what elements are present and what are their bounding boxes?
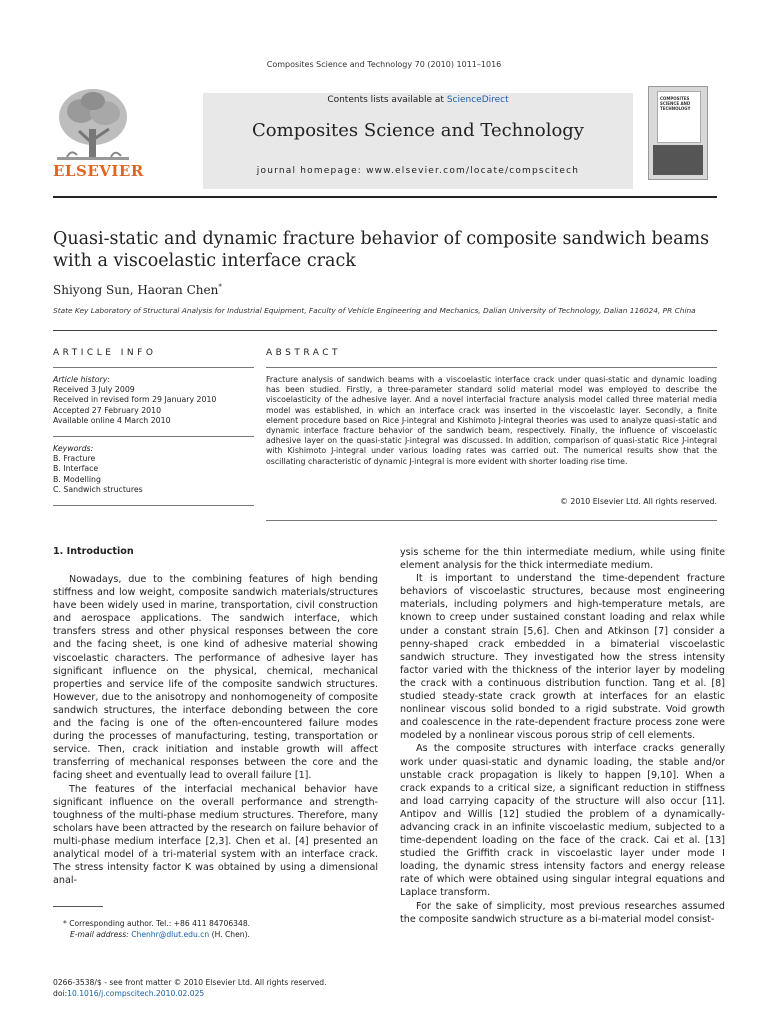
footnote-rule	[53, 906, 103, 907]
body-column-left	[53, 573, 378, 887]
title-rule	[53, 330, 717, 331]
corresponding-author-note	[53, 918, 378, 929]
corresponding-text: Corresponding author. Tel.: +86 411 84706348.	[69, 919, 251, 928]
doi-link[interactable]: 10.1016/j.compscitech.2010.02.025	[67, 989, 205, 998]
history-item: Received in revised form 29 January 2010	[53, 395, 217, 405]
corresponding-mark[interactable]: *	[218, 283, 222, 291]
footnote	[53, 918, 378, 940]
cover-photo	[653, 145, 703, 175]
info-rule	[53, 367, 254, 368]
email-owner: (H. Chen).	[209, 930, 250, 939]
cover-title: COMPOSITES SCIENCE AND TECHNOLOGY	[660, 96, 691, 111]
history-label: Article history:	[53, 375, 110, 384]
body-paragraph: ysis scheme for the thin intermediate medium, while using finite element analysis for the thick intermediate medium.	[400, 547, 725, 572]
elsevier-logo[interactable]	[53, 83, 144, 183]
body-paragraph: Nowadays, due to the combining features of high bending stiffness and low weight, composite sandwich materials/structures have been widely used in marine, transportation, civil construction and aerospace applications. The sandwich interface, which transfers stress and other physical responses between the core and the facing sheet, is one kind of adhesive material showing viscoelastic characters. The performance of adhesive layer has significant influence on the physical, chemical, mechanical properties and service life of the composite sandwich structures. However, due to the anisotropy and nonhomogeneity of composite sandwich structures, the interface debonding between the core and the facing is one of the often-encountered failure modes during the processes of manufacturing, testing, transportation or service. Then, crack initiation and instable growth will affect transferring of mechanical responses between the core and the facing sheet and eventually lead to overall failure [1].	[53, 574, 378, 782]
abstract-heading: ABSTRACT	[266, 348, 342, 358]
publisher-name: ELSEVIER	[53, 162, 144, 180]
doi-prefix: doi:	[53, 989, 68, 998]
email-label: E-mail address:	[70, 930, 132, 939]
keyword-item: B. Interface	[53, 464, 99, 474]
sciencedirect-link[interactable]: ScienceDirect	[446, 95, 509, 105]
body-paragraph: It is important to understand the time-dependent fracture behaviors of viscoelastic structures, because most engineering materials, including polymers and high-temperature metals, are known to creep under sustained constant loading and relax while under a constant strain [5,6]. Chen and Atkinson [7] consider a penny-shaped crack embedded in a bimaterial viscoelastic sandwich structure. They investigated how the stress intensity factor varied with the thickness of the interior layer by modeling the crack with a continuous distribution function. Tang et al. [8] studied steady-state crack growth at interfaces for an elastic nonlinear viscous solid bonded to a rigid substrate. Void growth and coalescence in the rate-dependent fracture process zone were modeled by a nonlinear viscous porous strip of cell elements.	[400, 573, 725, 742]
history-item: Received 3 July 2009	[53, 385, 135, 395]
article-history	[53, 375, 254, 426]
keywords	[53, 444, 254, 495]
introduction-heading: 1. Introduction	[53, 546, 134, 557]
page-footer	[53, 977, 378, 999]
info-rule	[53, 505, 254, 506]
body-paragraph: As the composite structures with interface cracks generally work under quasi-static and dynamic loading, the stable and/or unstable crack propagation is likely to happen [9,10]. When a crack expands to a critical size, a significant reduction in stiffness and load carrying capacity of the structure will also occur [11]. Antipov and Willis [12] studied the problem of a dynamically-advancing crack in an infinite viscoelastic medium, subjected to a time-dependent loading on the face of the crack. Cai et al. [13] studied the Griffith crack in viscoelastic layer under mode I loading, the dynamic stress intensity factors and energy release rate of which were obtained using singular integral equations and Laplace transform.	[400, 743, 725, 899]
abstract-copyright: © 2010 Elsevier Ltd. All rights reserved.	[560, 497, 717, 506]
author-line	[53, 283, 222, 297]
abstract-text: Fracture analysis of sandwich beams with a viscoelastic interface crack under quasi-static and dynamic loading has been studied. Firstly, a three-parameter standard solid material model was employed to describe the viscoelasticity of the adhesive layer. And a novel interfacial fracture analysis model called three material media model was established, in which an interface crack was inserted in the viscoelastic layer. Secondly, a finite element procedure based on Rice J-integral and Kishimoto J-integral theories was used to analyze quasi-static and dynamic interface fracture behavior of the sandwich beam, respectively. Finally, the influence of viscoelastic adhesive layer on the quasi-static J-integral was discussed. In addition, comparison of quasi-static Rice J-integral with Kishimoto J-integral under various loading rates was carried out. The numerical results show that the oscillating characteristic of dynamic J-integral is more evident with shorter loading rise time.	[266, 375, 717, 466]
contents-prefix: Contents lists available at	[327, 95, 447, 105]
email-link[interactable]: Chenhr@dlut.edu.cn	[131, 930, 210, 939]
cover-panel	[657, 91, 701, 143]
keyword-item: B. Modelling	[53, 474, 101, 484]
footnote-mark: *	[63, 919, 67, 928]
keyword-item: B. Fracture	[53, 454, 96, 464]
header-rule	[53, 196, 717, 198]
abstract-rule	[266, 367, 717, 368]
abstract-rule	[266, 520, 717, 521]
journal-homepage[interactable]: journal homepage: www.elsevier.com/locate/compscitech	[256, 166, 580, 176]
history-item: Available online 4 March 2010	[53, 415, 171, 425]
email-note	[53, 929, 378, 940]
journal-citation: Composites Science and Technology 70 (2010) 1011–1016	[266, 60, 502, 69]
article-info-heading: ARTICLE INFO	[53, 348, 157, 358]
journal-name: Composites Science and Technology	[252, 120, 584, 141]
body-paragraph: For the sake of simplicity, most previous researches assumed the composite sandwich structure as a bi-material model consist-	[400, 900, 725, 925]
doi-line	[53, 988, 378, 999]
body-paragraph: The features of the interfacial mechanical behavior have significant influence on the overall performance and strength-toughness of the multi-phase medium structures. Therefore, many scholars have been attracted by the research on failure behavior of multi-phase medium interface [2,3]. Chen et al. [4] presented an analytical model of a tri-material system with an interface crack. The stress intensity factor K was obtained by using a dimensional anal-	[53, 783, 378, 887]
issn-line: 0266-3538/$ - see front matter © 2010 Elsevier Ltd. All rights reserved.	[53, 978, 327, 987]
info-rule	[53, 436, 254, 437]
contents-line	[203, 95, 633, 105]
affiliation: State Key Laboratory of Structural Analysis for Industrial Equipment, Faculty of Vehicle Engineering and Mechanics, Dalian University of Technology, Dalian 116024, PR China	[53, 306, 696, 315]
authors: Shiyong Sun, Haoran Chen	[53, 283, 219, 297]
history-item: Accepted 27 February 2010	[53, 405, 162, 415]
body-column-right	[400, 546, 725, 926]
keyword-item: C. Sandwich structures	[53, 484, 143, 494]
article-title: Quasi-static and dynamic fracture behavior of composite sandwich beams with a viscoelastic interface crack	[53, 229, 710, 271]
keywords-label: Keywords:	[53, 444, 94, 453]
journal-cover-image[interactable]	[648, 86, 708, 180]
